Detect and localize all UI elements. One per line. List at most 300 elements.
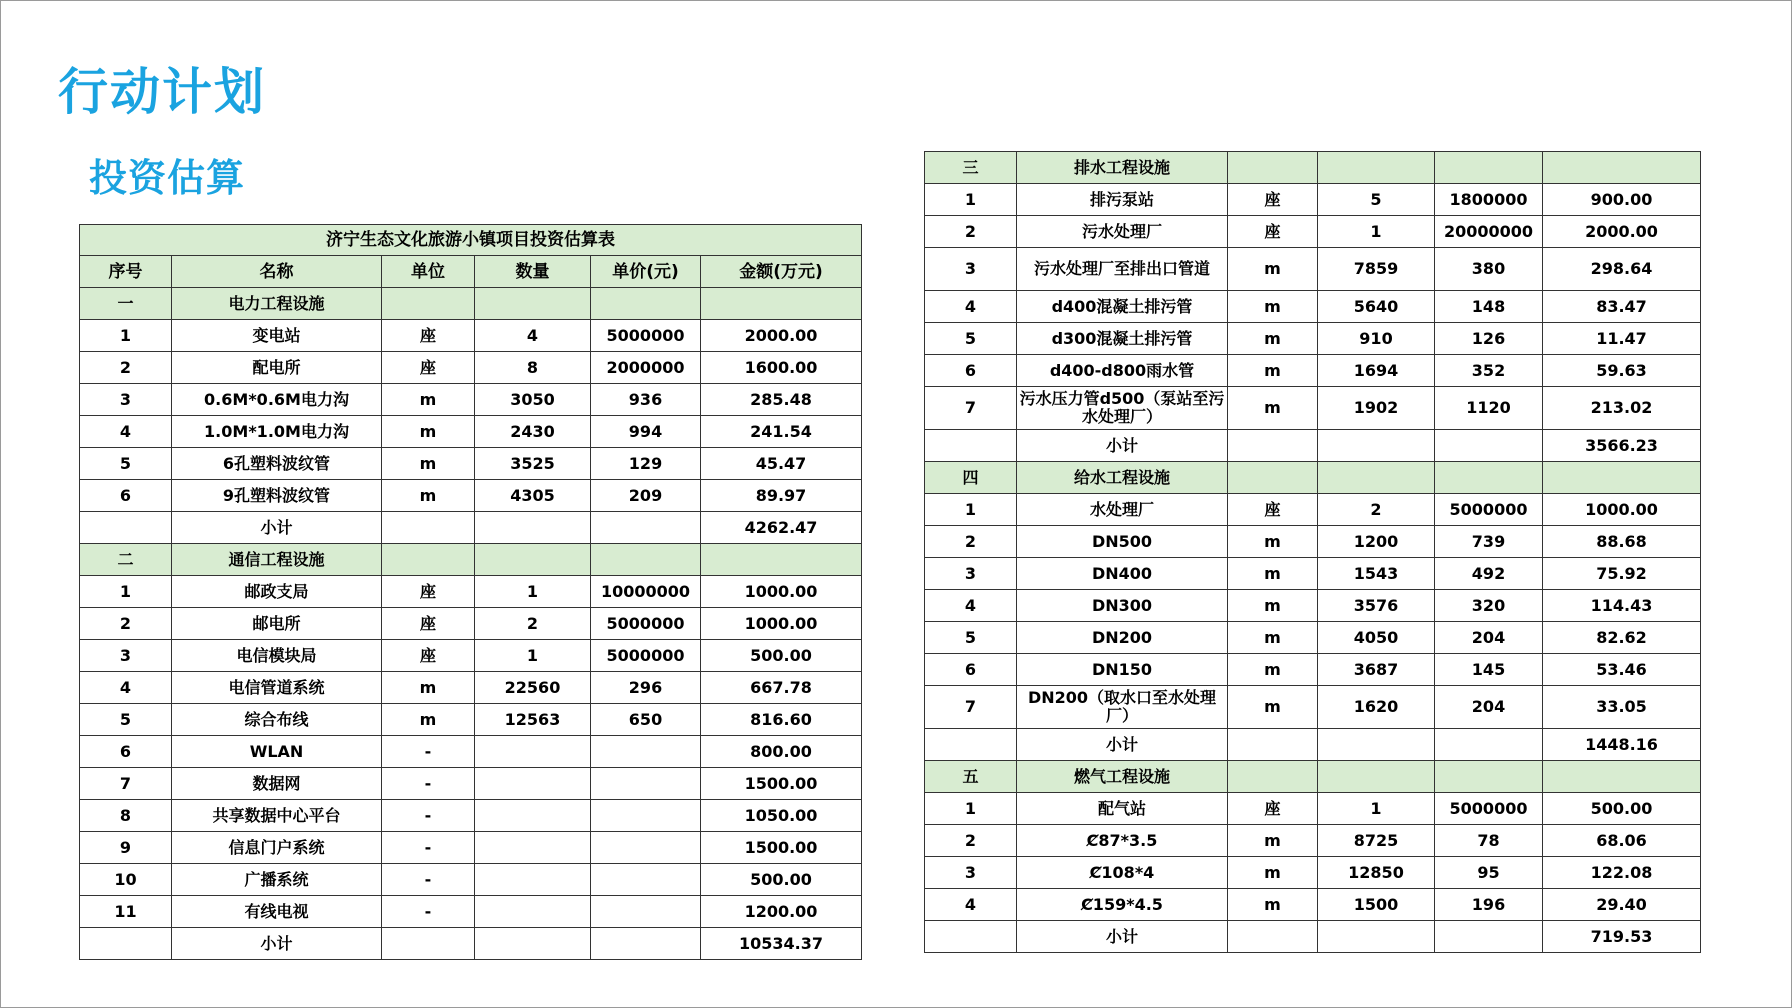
page-title: 行动计划 [58,63,266,121]
cell-unit-price: 196 [1435,889,1543,921]
cell-name: 污水压力管d500（泵站至污水处理厂） [1017,387,1228,430]
cell-amount: 800.00 [701,736,862,768]
table-row [80,832,862,864]
cell-index: 1 [925,184,1017,216]
cell-index: 二 [80,544,172,576]
cell-unit-price: 95 [1435,857,1543,889]
cell-unit: 座 [382,320,475,352]
table-caption: 济宁生态文化旅游小镇项目投资估算表 [80,225,862,256]
header-unit: 单位 [382,256,475,288]
table-row [925,291,1701,323]
cell-unit: m [382,672,475,704]
cell-unit: m [1228,558,1318,590]
cell-index: 5 [925,323,1017,355]
cell-name: 电信模块局 [172,640,382,672]
cell-name: Ȼ159*4.5 [1017,889,1228,921]
cell-unit-price: 20000000 [1435,216,1543,248]
cell-unit: m [1228,291,1318,323]
cell-index: 4 [925,889,1017,921]
cell-amount: 719.53 [1543,921,1701,953]
header-index: 序号 [80,256,172,288]
cell-unit-price: 5000000 [1435,793,1543,825]
cell-amount: 500.00 [701,640,862,672]
subtotal-row [80,928,862,960]
cell-name: DN400 [1017,558,1228,590]
cell-amount: 1600.00 [701,352,862,384]
cell-unit-price: 739 [1435,526,1543,558]
cell-amount: 33.05 [1543,686,1701,729]
cell-unit-price: 204 [1435,622,1543,654]
cell-quantity [475,512,591,544]
cell-index: 5 [925,622,1017,654]
cell-index: 2 [925,526,1017,558]
cell-unit-price: 1800000 [1435,184,1543,216]
cell-name: 通信工程设施 [172,544,382,576]
section-row [925,462,1701,494]
cell-quantity: 2 [1318,494,1435,526]
cell-unit-price: 650 [591,704,701,736]
cell-quantity [475,544,591,576]
cell-quantity: 1 [475,640,591,672]
cell-unit [1228,430,1318,462]
cell-index: 7 [925,387,1017,430]
table-row [80,480,862,512]
cell-name: 变电站 [172,320,382,352]
cell-quantity [475,800,591,832]
cell-index: 10 [80,864,172,896]
cell-index: 1 [80,320,172,352]
cell-name: 小计 [1017,430,1228,462]
cell-amount: 500.00 [1543,793,1701,825]
table-row [80,896,862,928]
cell-unit-price: 78 [1435,825,1543,857]
cell-index: 三 [925,152,1017,184]
cell-quantity: 1 [475,576,591,608]
cell-quantity: 4305 [475,480,591,512]
cell-name: 有线电视 [172,896,382,928]
table-row [80,448,862,480]
cell-name: 数据网 [172,768,382,800]
section-row [925,761,1701,793]
section-row [925,152,1701,184]
cell-unit: 座 [382,576,475,608]
cell-amount: 213.02 [1543,387,1701,430]
table-row [925,825,1701,857]
cell-index: 2 [925,825,1017,857]
cell-unit: m [1228,590,1318,622]
table-row [80,864,862,896]
cell-name: d400混凝土排污管 [1017,291,1228,323]
cell-unit [382,512,475,544]
table-row [80,416,862,448]
cell-index: 4 [925,291,1017,323]
cell-quantity: 1694 [1318,355,1435,387]
cell-quantity: 1620 [1318,686,1435,729]
cell-amount [701,544,862,576]
cell-index: 4 [80,416,172,448]
cell-unit [382,288,475,320]
cell-index: 3 [925,248,1017,291]
table-row [925,248,1701,291]
cell-name: 9孔塑料波纹管 [172,480,382,512]
table-row [925,558,1701,590]
cell-amount [1543,152,1701,184]
cell-amount: 500.00 [701,864,862,896]
cell-amount: 89.97 [701,480,862,512]
table-row [925,355,1701,387]
cell-index [925,430,1017,462]
cell-amount: 298.64 [1543,248,1701,291]
cell-unit: - [382,896,475,928]
cell-name: 给水工程设施 [1017,462,1228,494]
cell-unit-price [1435,462,1543,494]
page-subtitle: 投资估算 [89,156,246,200]
cell-index [80,928,172,960]
cell-name: 小计 [1017,729,1228,761]
cell-amount: 59.63 [1543,355,1701,387]
cell-amount: 285.48 [701,384,862,416]
cell-index [925,729,1017,761]
table-row [80,768,862,800]
cell-unit: m [1228,526,1318,558]
header-name: 名称 [172,256,382,288]
cell-quantity: 5640 [1318,291,1435,323]
cell-index: 6 [925,654,1017,686]
cell-name: 电力工程设施 [172,288,382,320]
cell-quantity [475,832,591,864]
cell-unit: m [1228,889,1318,921]
cell-unit: - [382,736,475,768]
cell-index: 1 [925,793,1017,825]
cell-unit: 座 [1228,793,1318,825]
cell-unit-price: 936 [591,384,701,416]
cell-unit: m [1228,248,1318,291]
cell-amount: 2000.00 [701,320,862,352]
cell-quantity: 2430 [475,416,591,448]
cell-index: 11 [80,896,172,928]
cell-quantity: 1543 [1318,558,1435,590]
cell-unit-price: 320 [1435,590,1543,622]
cell-quantity: 3687 [1318,654,1435,686]
cell-quantity: 12850 [1318,857,1435,889]
cell-unit-price [1435,729,1543,761]
cell-quantity: 1902 [1318,387,1435,430]
cell-quantity [475,864,591,896]
table-row [80,608,862,640]
cell-unit [1228,921,1318,953]
cell-quantity [475,736,591,768]
table-row [80,384,862,416]
cell-unit-price: 380 [1435,248,1543,291]
cell-quantity: 22560 [475,672,591,704]
cell-quantity: 3525 [475,448,591,480]
cell-unit [1228,152,1318,184]
cell-index: 一 [80,288,172,320]
cell-unit-price [1435,921,1543,953]
table-row [80,800,862,832]
cell-name: 小计 [1017,921,1228,953]
table-row [80,320,862,352]
table-row [925,387,1701,430]
cell-quantity: 8725 [1318,825,1435,857]
cell-quantity [1318,152,1435,184]
cell-unit: m [1228,825,1318,857]
table-row [925,654,1701,686]
cell-index: 6 [80,736,172,768]
cell-quantity: 5 [1318,184,1435,216]
cell-index: 1 [925,494,1017,526]
cell-quantity [1318,462,1435,494]
cell-quantity [1318,430,1435,462]
cell-amount: 45.47 [701,448,862,480]
cell-index: 2 [80,608,172,640]
cell-unit: 座 [1228,494,1318,526]
cell-unit-price [1435,761,1543,793]
cell-quantity: 1200 [1318,526,1435,558]
cell-unit: m [1228,857,1318,889]
cell-name: DN300 [1017,590,1228,622]
cell-amount [1543,761,1701,793]
cell-amount: 2000.00 [1543,216,1701,248]
cell-amount: 1500.00 [701,832,862,864]
cell-unit: 座 [1228,184,1318,216]
cell-unit: m [1228,387,1318,430]
cell-amount [1543,462,1701,494]
cell-unit-price [591,512,701,544]
cell-unit-price: 209 [591,480,701,512]
subtotal-row [80,512,862,544]
cell-quantity: 12563 [475,704,591,736]
section-row [80,288,862,320]
cell-unit-price [591,800,701,832]
subtotal-row [925,921,1701,953]
cell-amount: 68.06 [1543,825,1701,857]
cell-unit [1228,761,1318,793]
cell-unit-price: 1120 [1435,387,1543,430]
cell-index: 四 [925,462,1017,494]
cell-name: 排污泵站 [1017,184,1228,216]
cell-index [80,512,172,544]
cell-name: DN500 [1017,526,1228,558]
cell-amount: 241.54 [701,416,862,448]
investment-table-left [79,224,862,960]
table-row [925,622,1701,654]
cell-index: 3 [80,640,172,672]
cell-unit-price: 994 [591,416,701,448]
cell-quantity [1318,729,1435,761]
cell-amount: 1000.00 [701,608,862,640]
cell-amount: 1200.00 [701,896,862,928]
cell-index: 4 [925,590,1017,622]
cell-amount: 11.47 [1543,323,1701,355]
cell-unit-price: 5000000 [591,608,701,640]
table-row [925,793,1701,825]
cell-index: 7 [80,768,172,800]
cell-index: 5 [80,704,172,736]
cell-unit [1228,729,1318,761]
cell-quantity [1318,921,1435,953]
cell-index: 2 [925,216,1017,248]
cell-unit [1228,462,1318,494]
cell-name: 燃气工程设施 [1017,761,1228,793]
cell-quantity: 3576 [1318,590,1435,622]
cell-name: 综合布线 [172,704,382,736]
cell-index: 7 [925,686,1017,729]
cell-amount: 10534.37 [701,928,862,960]
cell-name: Ȼ108*4 [1017,857,1228,889]
cell-quantity: 2 [475,608,591,640]
cell-name: Ȼ87*3.5 [1017,825,1228,857]
cell-name: 污水处理厂至排出口管道 [1017,248,1228,291]
cell-unit-price: 492 [1435,558,1543,590]
header-unit-price: 单价(元) [591,256,701,288]
cell-unit-price: 5000000 [591,320,701,352]
cell-unit: m [1228,355,1318,387]
cell-quantity: 4050 [1318,622,1435,654]
cell-index: 3 [925,857,1017,889]
cell-index: 9 [80,832,172,864]
cell-unit-price [591,768,701,800]
cell-unit [382,544,475,576]
cell-unit-price [591,736,701,768]
cell-unit-price: 10000000 [591,576,701,608]
cell-quantity: 1500 [1318,889,1435,921]
investment-table-right [924,151,1701,953]
cell-unit: 座 [1228,216,1318,248]
cell-unit-price [591,544,701,576]
cell-amount: 667.78 [701,672,862,704]
cell-unit-price: 5000000 [1435,494,1543,526]
cell-amount: 53.46 [1543,654,1701,686]
cell-unit: - [382,800,475,832]
cell-name: DN200 [1017,622,1228,654]
cell-index: 3 [80,384,172,416]
cell-name: d400-d800雨水管 [1017,355,1228,387]
cell-name: 信息门户系统 [172,832,382,864]
cell-unit-price: 2000000 [591,352,701,384]
table-row [925,686,1701,729]
cell-quantity [475,928,591,960]
cell-name: DN150 [1017,654,1228,686]
cell-name: DN200（取水口至水处理厂） [1017,686,1228,729]
cell-name: 6孔塑料波纹管 [172,448,382,480]
subtotal-row [925,729,1701,761]
table-row [80,640,862,672]
cell-amount: 1050.00 [701,800,862,832]
cell-quantity: 1 [1318,793,1435,825]
cell-index: 6 [80,480,172,512]
cell-unit: - [382,768,475,800]
cell-unit-price [591,928,701,960]
cell-quantity: 8 [475,352,591,384]
cell-unit-price [1435,152,1543,184]
cell-unit: m [382,384,475,416]
table-row [925,323,1701,355]
cell-amount: 29.40 [1543,889,1701,921]
cell-index: 2 [80,352,172,384]
cell-amount: 122.08 [1543,857,1701,889]
cell-name: 共享数据中心平台 [172,800,382,832]
cell-amount: 82.62 [1543,622,1701,654]
cell-amount: 1448.16 [1543,729,1701,761]
cell-index: 8 [80,800,172,832]
section-row [80,544,862,576]
cell-amount: 1000.00 [701,576,862,608]
cell-index: 1 [80,576,172,608]
cell-quantity: 910 [1318,323,1435,355]
cell-amount: 1500.00 [701,768,862,800]
cell-name: 邮电所 [172,608,382,640]
cell-unit: m [1228,686,1318,729]
table-row [80,736,862,768]
cell-unit-price [591,896,701,928]
table-row [925,494,1701,526]
cell-index [925,921,1017,953]
cell-name: 邮政支局 [172,576,382,608]
cell-amount: 75.92 [1543,558,1701,590]
subtotal-row [925,430,1701,462]
cell-amount: 900.00 [1543,184,1701,216]
cell-index: 6 [925,355,1017,387]
cell-name: 广播系统 [172,864,382,896]
cell-unit: m [1228,622,1318,654]
table-row [80,704,862,736]
cell-unit: m [382,448,475,480]
table-row [925,857,1701,889]
table-row [925,184,1701,216]
cell-name: 配电所 [172,352,382,384]
cell-unit-price: 296 [591,672,701,704]
cell-index: 3 [925,558,1017,590]
cell-name: d300混凝土排污管 [1017,323,1228,355]
cell-quantity [475,288,591,320]
cell-unit: m [382,416,475,448]
cell-unit [382,928,475,960]
table-row [925,590,1701,622]
cell-name: 配气站 [1017,793,1228,825]
cell-quantity: 7859 [1318,248,1435,291]
header-amount: 金额(万元) [701,256,862,288]
table-row [925,526,1701,558]
cell-unit: m [382,704,475,736]
table-row [80,576,862,608]
table-row [80,352,862,384]
cell-name: WLAN [172,736,382,768]
cell-amount: 83.47 [1543,291,1701,323]
cell-amount [701,288,862,320]
table-header-row [80,256,862,288]
cell-name: 小计 [172,512,382,544]
cell-name: 水处理厂 [1017,494,1228,526]
cell-unit-price: 126 [1435,323,1543,355]
cell-amount: 1000.00 [1543,494,1701,526]
cell-amount: 3566.23 [1543,430,1701,462]
cell-unit: m [382,480,475,512]
cell-name: 电信管道系统 [172,672,382,704]
cell-index: 4 [80,672,172,704]
cell-unit-price: 129 [591,448,701,480]
cell-unit: m [1228,323,1318,355]
cell-unit-price [1435,430,1543,462]
cell-unit: 座 [382,608,475,640]
cell-name: 小计 [172,928,382,960]
table-row [80,672,862,704]
cell-name: 排水工程设施 [1017,152,1228,184]
cell-unit-price [591,832,701,864]
table-row [925,216,1701,248]
cell-quantity [475,896,591,928]
cell-unit-price: 204 [1435,686,1543,729]
